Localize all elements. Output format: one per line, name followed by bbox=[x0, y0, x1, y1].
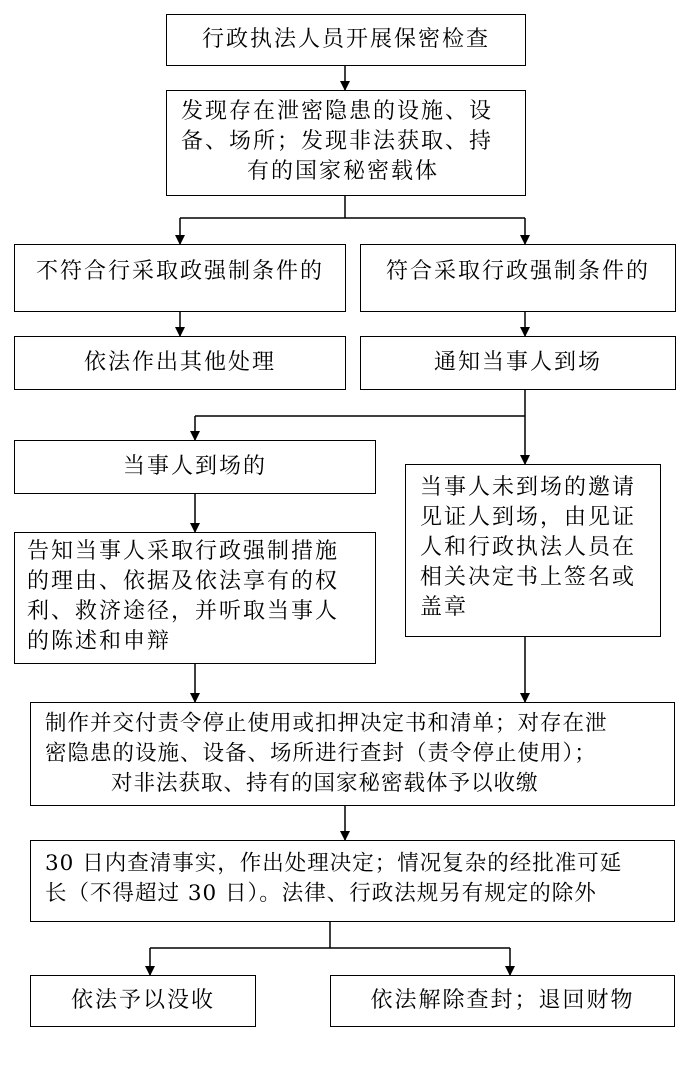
node-order-line-2: 密隐患的设施、设备、场所进行查封（责令停止使用）； bbox=[45, 741, 597, 766]
node-notify-text: 通知当事人到场 bbox=[433, 350, 602, 375]
node-discover-line-2: 备、场所；发现非法获取、持 bbox=[181, 129, 494, 154]
node-met-text: 符合采取行政强制条件的 bbox=[385, 259, 650, 284]
node-not-met-text: 不符合行采取政强制条件的 bbox=[35, 259, 324, 284]
node-discover-line-1: 发现存在泄密隐患的设施、设 bbox=[181, 99, 494, 124]
node-absent-line-4: 相关决定书上签名或 bbox=[420, 565, 637, 590]
node-met bbox=[360, 244, 676, 312]
node-absent-line-1: 当事人未到场的邀请 bbox=[420, 475, 637, 500]
node-release-text: 依法解除查封；退回财物 bbox=[370, 988, 635, 1013]
node-not-met bbox=[14, 244, 346, 312]
node-order-line-1: 制作并交付责令停止使用或扣押决定书和清单；对存在泄 bbox=[45, 711, 608, 736]
node-start-text: 行政执法人员开展保密检查 bbox=[201, 27, 490, 52]
node-start bbox=[166, 14, 526, 66]
node-inform-line-4: 的陈述和申辩 bbox=[27, 629, 172, 654]
node-other-text: 依法作出其他处理 bbox=[83, 350, 276, 375]
node-confiscate-text: 依法予以没收 bbox=[70, 988, 215, 1013]
node-decide-line-2: 长（不得超过 30 日）。法律、行政法规另有规定的除外 bbox=[45, 881, 597, 906]
node-decide bbox=[30, 840, 675, 922]
node-discover-line-3: 有的国家秘密载体 bbox=[247, 159, 440, 184]
node-inform bbox=[14, 532, 376, 664]
node-order bbox=[30, 702, 675, 806]
node-discover bbox=[166, 90, 526, 196]
node-absent-line-5: 盖章 bbox=[420, 595, 469, 620]
node-confiscate bbox=[30, 975, 256, 1027]
node-absent-line-3: 人和行政执法人员在 bbox=[420, 535, 637, 560]
node-release bbox=[330, 975, 675, 1027]
node-inform-line-2: 的理由、依据及依法享有的权 bbox=[27, 569, 340, 594]
node-present bbox=[14, 440, 376, 494]
node-present-text: 当事人到场的 bbox=[122, 454, 267, 479]
node-decide-line-1: 30 日内查清事实，作出处理决定；情况复杂的经批准可延 bbox=[45, 851, 623, 876]
node-notify bbox=[360, 336, 676, 390]
node-order-line-3: 对非法获取、持有的国家秘密载体予以收缴 bbox=[111, 771, 539, 796]
node-absent-line-2: 见证人到场，由见证 bbox=[420, 505, 637, 530]
node-inform-line-3: 利、救济途径，并听取当事人 bbox=[27, 599, 340, 624]
node-absent bbox=[405, 464, 661, 637]
node-other bbox=[14, 336, 346, 390]
node-inform-line-1: 告知当事人采取行政强制措施 bbox=[27, 539, 340, 564]
